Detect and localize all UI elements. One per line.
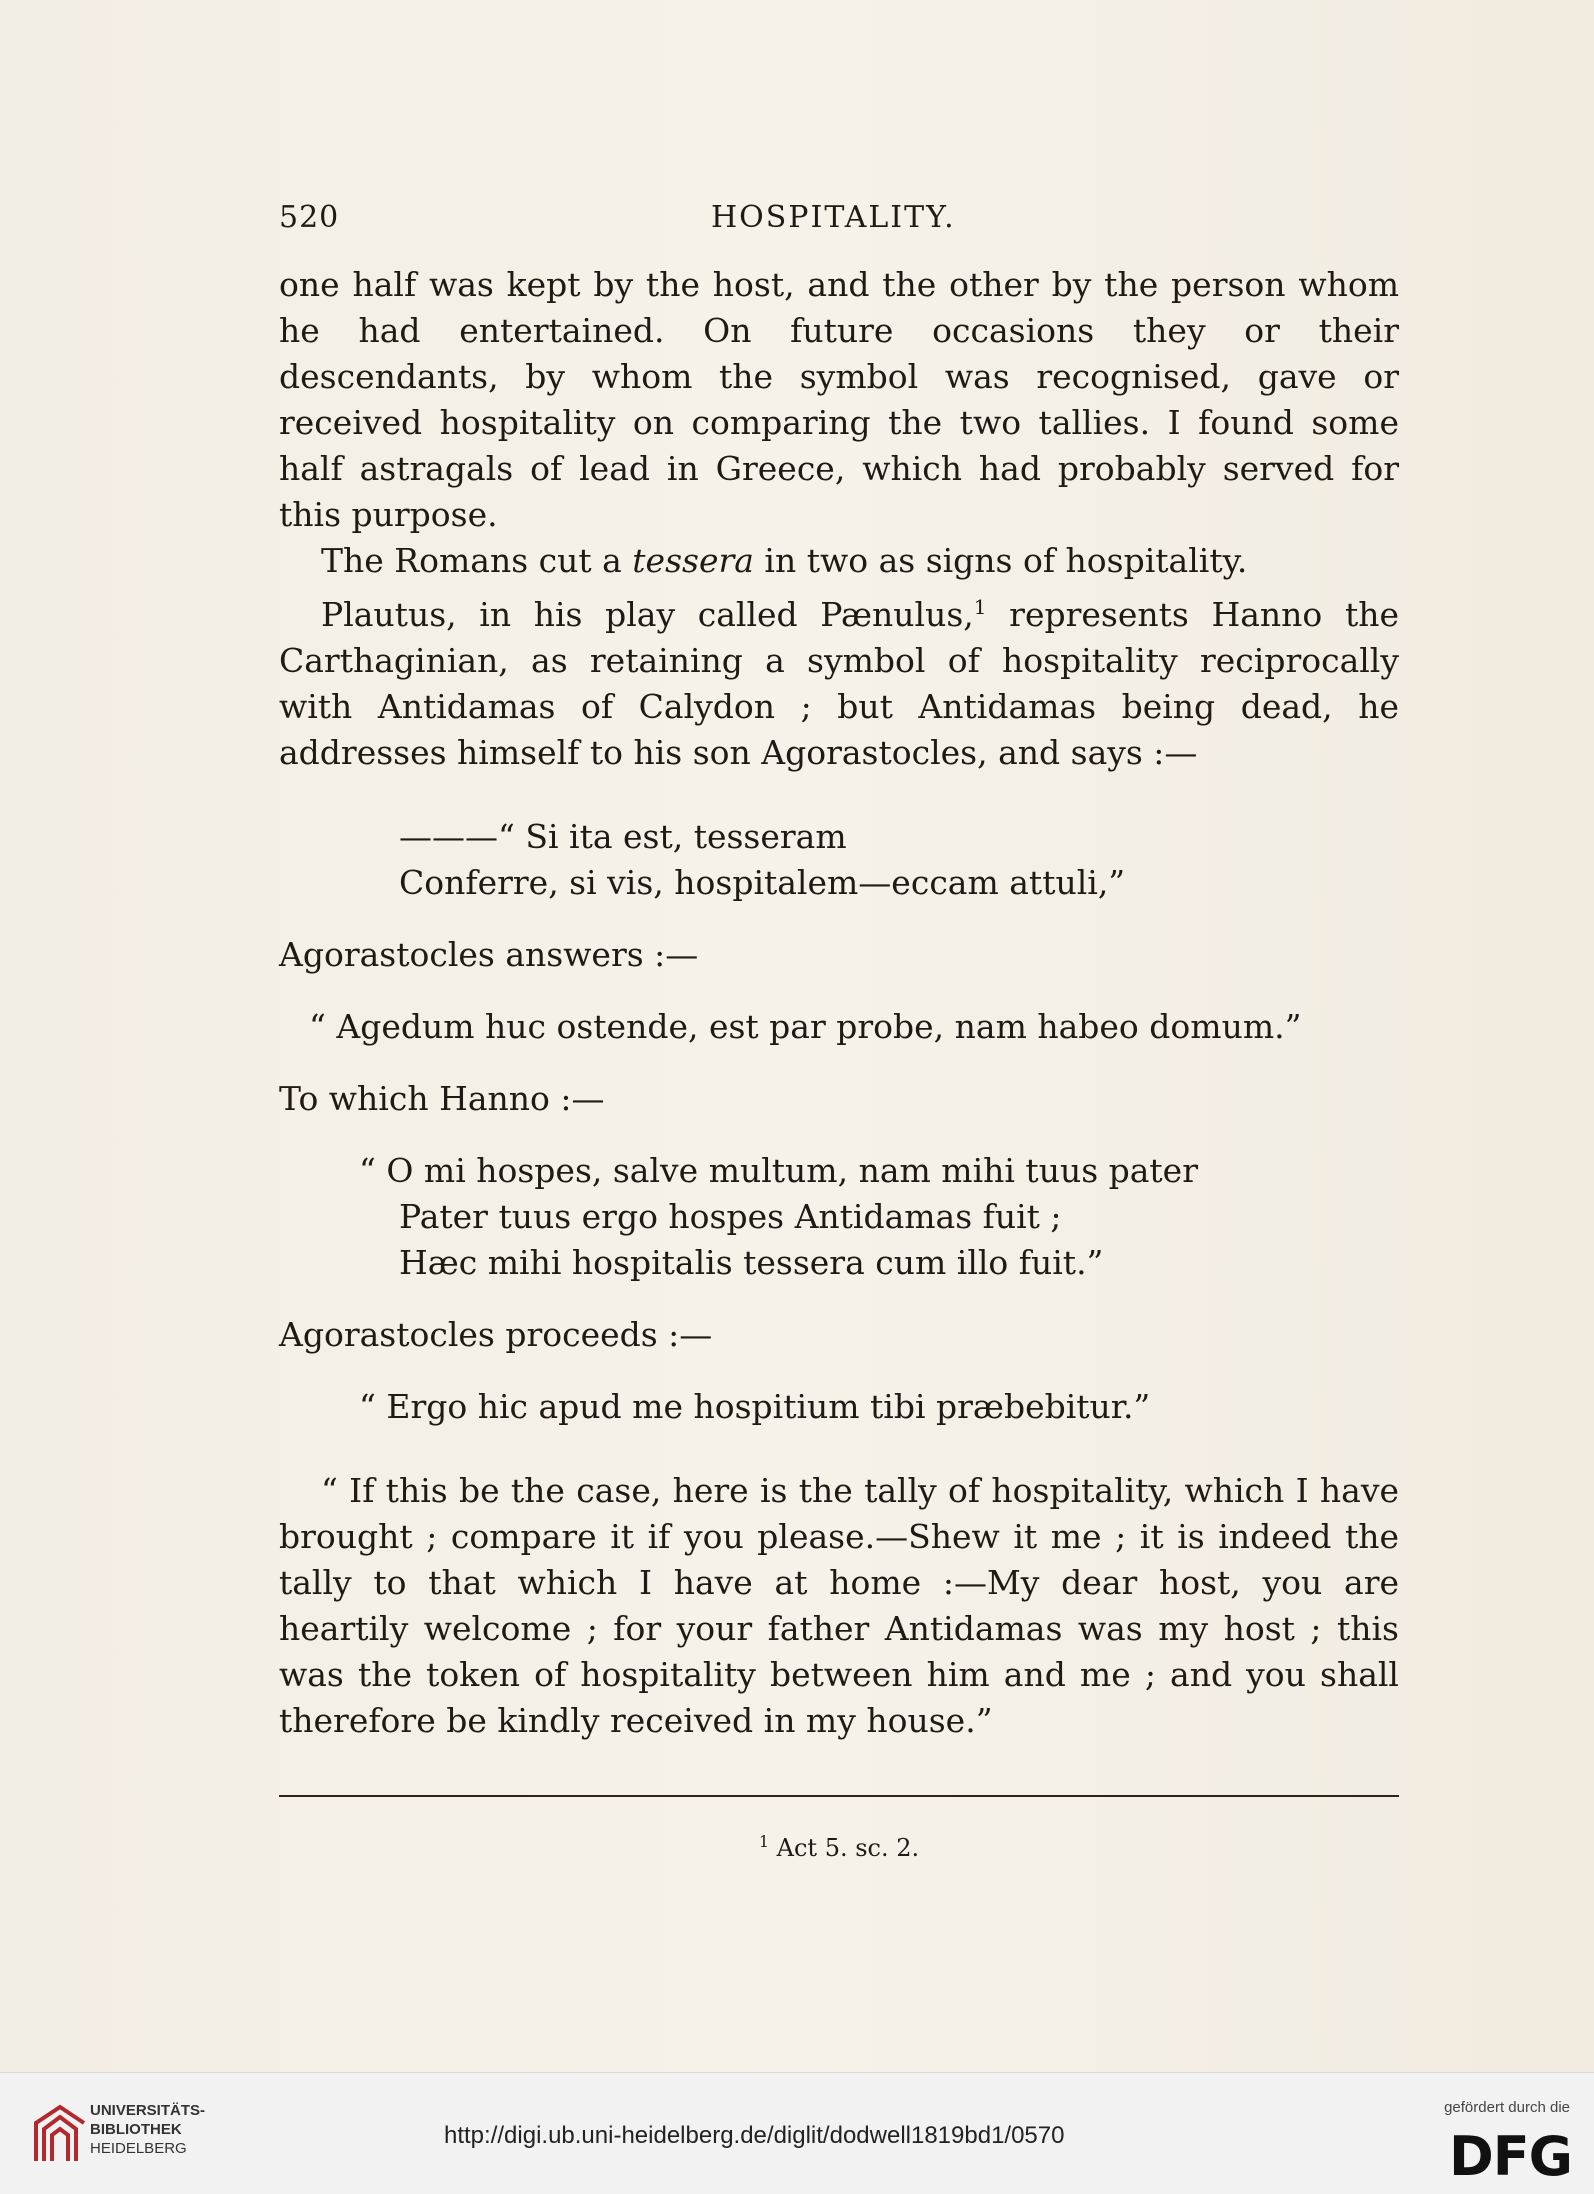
- page-body: [279, 262, 1399, 1744]
- italic-term: tessera: [632, 541, 754, 580]
- running-header: [279, 200, 1399, 250]
- verse-line: “ Agedum huc ostende, est par probe, nam habeo domum.”: [309, 1007, 1302, 1046]
- footnote-text: Act 5. sc. 2.: [769, 1834, 920, 1862]
- paragraph-2-text: The Romans cut a: [321, 541, 633, 580]
- paragraph-3: [279, 584, 1399, 776]
- verse-line: ———“ Si ita est, tesseram: [399, 817, 847, 856]
- speaker-line: To which Hanno :—: [279, 1079, 605, 1118]
- permalink-url[interactable]: http://digi.ub.uni-heidelberg.de/diglit/dodwell1819bd1/0570: [444, 2122, 1065, 2149]
- paragraph-3-text: Plautus, in his play called Pænulus,: [321, 595, 974, 634]
- footnote: [279, 1832, 1399, 1862]
- verse-line: Conferre, si vis, hospitalem—eccam attuli,”: [399, 863, 1126, 902]
- page-number: 520: [279, 200, 340, 235]
- paragraph-1: one half was kept by the host, and the other by the person whom he had entertained. On future occasions they or their descendants, by whom the symbol was recognised, gave or received hospitality on comparing the two tallies. I found some half astragals of lead in Greece, which had probably served for this purpose.: [279, 265, 1399, 534]
- verse-line: Pater tuus ergo hospes Antidamas fuit ;: [399, 1197, 1062, 1236]
- paragraph-2-text-end: in two as signs of hospitality.: [753, 541, 1248, 580]
- library-name-line: UNIVERSITÄTS-: [90, 2102, 206, 2119]
- library-name: [90, 2101, 205, 2158]
- verse-line: “ O mi hospes, salve multum, nam mihi tuus pater: [359, 1151, 1198, 1190]
- library-name-line: HEIDELBERG: [90, 2140, 187, 2157]
- footnote-rule: [279, 1795, 1399, 1797]
- speaker-line: Agorastocles answers :—: [279, 935, 699, 974]
- sponsor-label: gefördert durch die: [1444, 2099, 1570, 2116]
- library-logo-icon: [30, 2103, 90, 2167]
- library-name-line: BIBLIOTHEK: [90, 2121, 182, 2138]
- paragraph-3-text-end: represents Hanno the Carthaginian, as retaining a symbol of hospitality reciprocally with Antidamas of Calydon ; but Antidamas being dead, he addresses himself to his son Agorastocles, and says :—: [279, 595, 1399, 772]
- viewer-footer: [0, 2072, 1594, 2194]
- footnote-ref: 1: [973, 595, 987, 619]
- paragraph-2: [279, 538, 1399, 584]
- verse-line: Hæc mihi hospitalis tessera cum illo fuit.”: [399, 1243, 1104, 1282]
- running-title: HOSPITALITY.: [711, 200, 956, 235]
- speaker-line: Agorastocles proceeds :—: [279, 1315, 713, 1354]
- verse-line: “ Ergo hic apud me hospitium tibi præbebitur.”: [359, 1387, 1151, 1426]
- paragraph-4: “ If this be the case, here is the tally of hospitality, which I have brought ; compare it if you please.—Shew it me ; it is indeed the tally to that which I have at home :—My dear host, you are heartily welcome ; for your father Antidamas was my host ; this was the token of hospitality between him and me ; and you shall therefore be kindly received in my house.”: [279, 1471, 1399, 1740]
- dfg-logo: DFG: [1448, 2125, 1572, 2188]
- footnote-mark: 1: [758, 1832, 770, 1851]
